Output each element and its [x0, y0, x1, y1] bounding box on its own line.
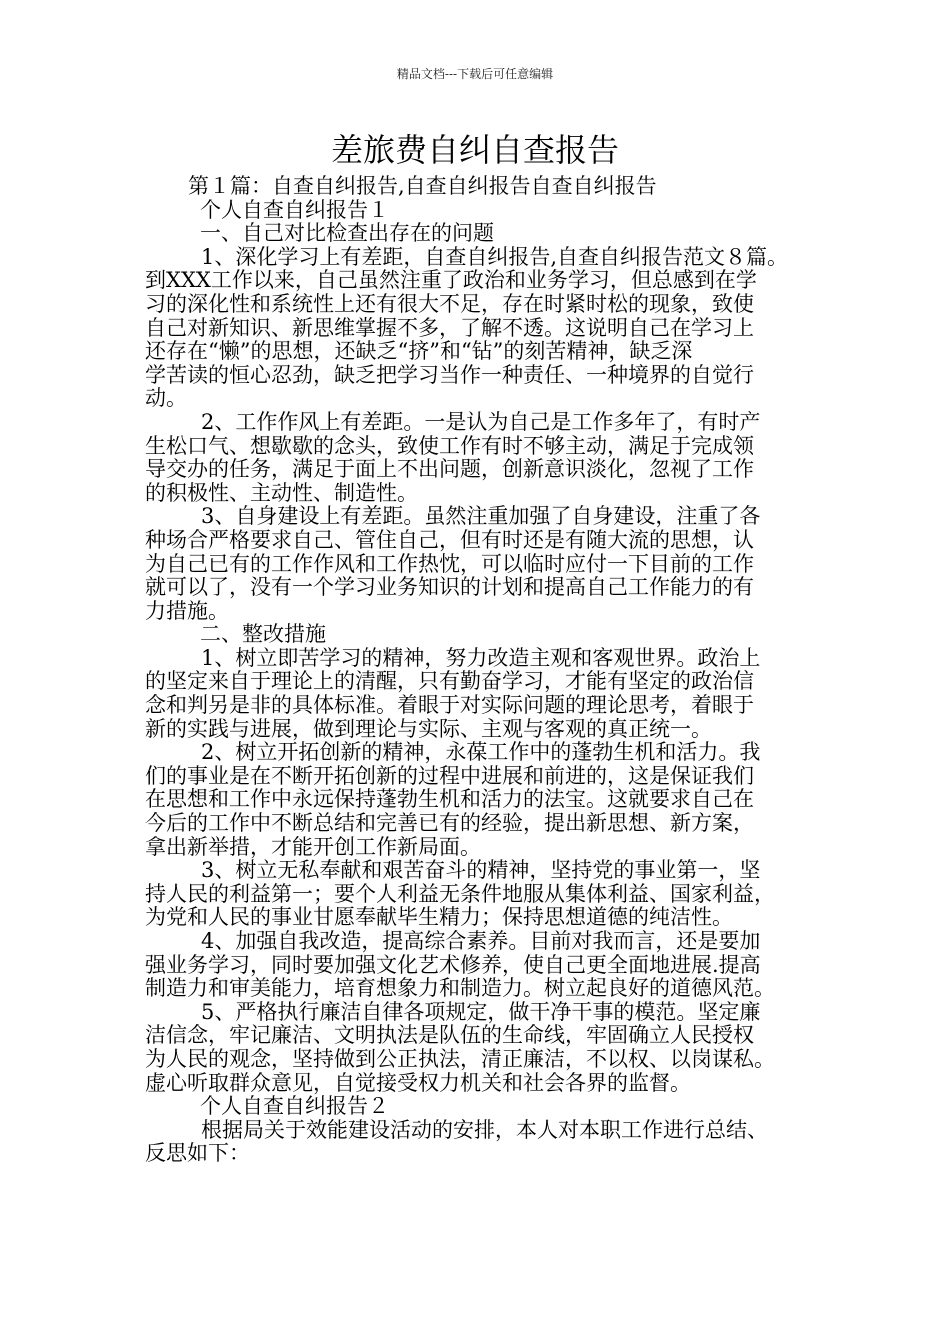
text-line: 个人自查自纠报告２	[200, 1094, 389, 1119]
text-line: 5、严格执行廉洁自律各项规定，做干净干事的模范。坚定廉	[201, 999, 761, 1024]
text-line: 的积极性、主动性、制造性。	[145, 480, 418, 505]
text-line: 个人自查自纠报告１	[200, 197, 389, 222]
text-line: 还存在“懒”的思想，还缺乏“挤”和“钻”的刻苦精神，缺乏深	[145, 339, 693, 364]
text-line: 拿出新举措，才能开创工作新局面。	[145, 834, 481, 859]
text-line: 们的事业是在不断开拓创新的过程中进展和前进的，这是保证我们	[145, 763, 754, 788]
text-line: 今后的工作中不断总结和完善已有的经验，提出新思想、新方案，	[145, 811, 754, 836]
text-line: 1、树立即苦学习的精神，努力改造主观和客观世界。政治上	[201, 645, 761, 670]
text-line: 2、树立开拓创新的精神，永葆工作中的蓬勃生机和活力。我	[201, 740, 761, 765]
text-line: 第１篇：自查自纠报告,自查自纠报告自查自纠报告	[188, 174, 657, 198]
text-line: 3、自身建设上有差距。虽然注重加强了自身建设，注重了各	[201, 504, 761, 529]
text-line: 到XXX工作以来，自己虽然注重了政治和业务学习，但总感到在学	[145, 268, 757, 293]
text-line: 制造力和审美能力，培育想象力和制造力。树立起良好的道德风范。	[145, 976, 775, 1001]
text-line: 持人民的利益第一；要个人利益无条件地服从集体利益、国家利益，	[145, 881, 775, 906]
text-line: 1、深化学习上有差距，自查自纠报告,自查自纠报告范文８篇。	[201, 244, 789, 269]
document-body	[145, 175, 830, 1166]
text-line: 根据局关于效能建设活动的安排，本人对本职工作进行总结、	[201, 1117, 768, 1142]
document-title: 差旅费自纠自查报告	[330, 131, 619, 169]
text-line: 习的深化性和系统性上还有很大不足，存在时紧时松的现象，致使	[145, 291, 754, 316]
text-line: 的坚定来自于理论上的清醒，只有勤奋学习，才能有坚定的政治信	[145, 669, 754, 694]
text-line: 动。	[145, 386, 187, 411]
header-note: 精品文档---下载后可任意编辑	[396, 67, 554, 81]
text-line: 自己对新知识、新思维掌握不多，了解不透。这说明自己在学习上	[145, 315, 754, 340]
text-line: 一、自己对比检查出存在的问题	[200, 221, 494, 246]
text-line: 强业务学习，同时要加强文化艺术修养，使自己更全面地进展.提高	[145, 952, 761, 977]
text-line: 二、整改措施	[200, 622, 326, 647]
text-line: 学苦读的恒心忍劲，缺乏把学习当作一种责任、一种境界的自觉行	[145, 362, 754, 387]
text-line: 洁信念，牢记廉洁、文明执法是队伍的生命线，牢固确立人民授权	[145, 1023, 754, 1048]
text-line: 生松口气、想歇歇的念头，致使工作有时不够主动，满足于完成领	[145, 433, 754, 458]
text-line: 在思想和工作中永远保持蓬勃生机和活力的法宝。这就要求自己在	[145, 787, 754, 812]
text-line: 反思如下：	[145, 1141, 250, 1166]
text-line: 新的实践与进展，做到理论与实际、主观与客观的真正统一。	[145, 716, 712, 741]
text-line: 为党和人民的事业甘愿奉献毕生精力；保持思想道德的纯洁性。	[145, 905, 733, 930]
text-line: 虚心听取群众意见，自觉接受权力机关和社会各界的监督。	[145, 1070, 691, 1095]
text-line: 2、工作作风上有差距。一是认为自己是工作多年了，有时产	[201, 409, 761, 434]
text-line: 导交办的任务，满足于面上不出问题，创新意识淡化，忽视了工作	[145, 457, 754, 482]
text-line: 力措施。	[145, 598, 229, 623]
text-line: 4、加强自我改造，提高综合素养。目前对我而言，还是要加	[201, 929, 761, 953]
text-line: 3、树立无私奉献和艰苦奋斗的精神，坚持党的事业第一，坚	[201, 858, 761, 883]
text-line: 为人民的观念，坚持做到公正执法，清正廉洁，不以权、以岗谋私。	[145, 1046, 775, 1071]
text-line: 念和判另是非的具体标准。着眼于对实际问题的理论思考，着眼于	[145, 693, 754, 718]
text-line: 就可以了，没有一个学习业务知识的计划和提高自己工作能力的有	[145, 575, 754, 600]
text-line: 为自己已有的工作作风和工作热忱，可以临时应付一下目前的工作	[145, 551, 754, 576]
text-line: 种场合严格要求自己、管住自己，但有时还是有随大流的思想，认	[145, 527, 754, 552]
